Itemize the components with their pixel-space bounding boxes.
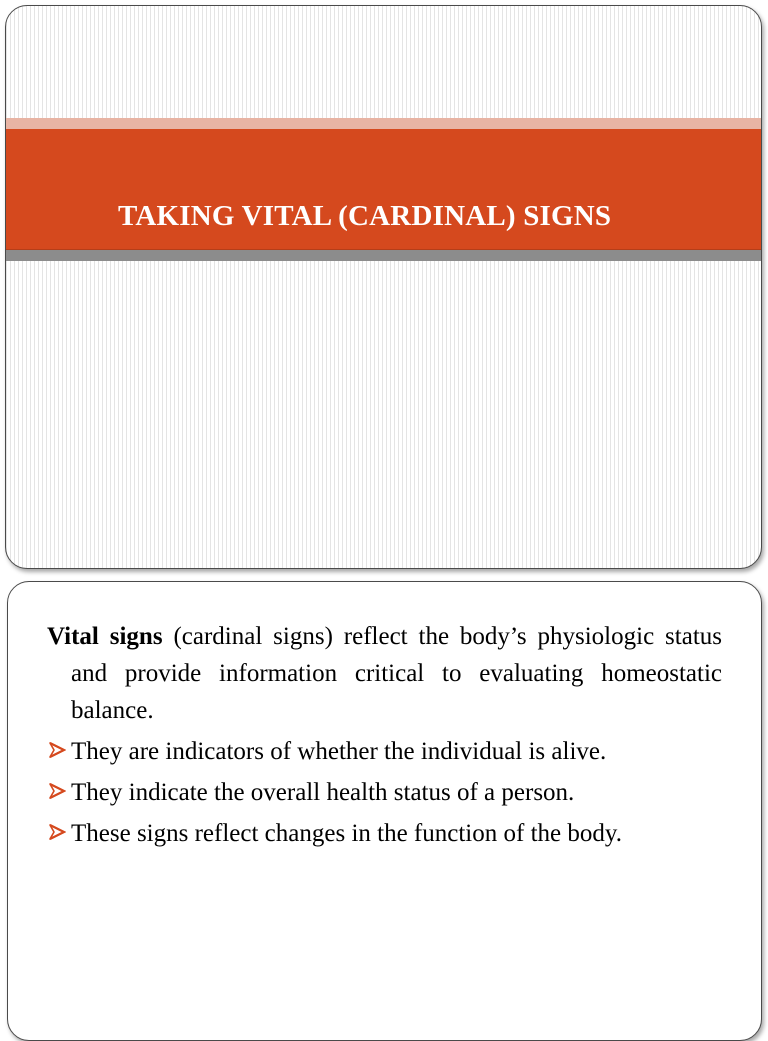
bullet-text: They indicate the overall health status of a person. xyxy=(71,779,575,806)
title-top-accent-band xyxy=(6,118,761,129)
arrow-bullet-icon xyxy=(48,823,66,841)
intro-term: Vital signs xyxy=(47,623,163,650)
slide-content xyxy=(47,618,722,856)
bullet-text: These signs reflect changes in the function of the body. xyxy=(71,820,622,847)
slide-title: TAKING VITAL (CARDINAL) SIGNS xyxy=(118,200,612,232)
arrow-bullet-icon xyxy=(48,741,66,759)
bullet-item xyxy=(47,815,722,852)
arrow-bullet-icon xyxy=(48,782,66,800)
bullet-item xyxy=(47,733,722,770)
intro-text: (cardinal signs) reflect the body’s physiologic status and provide information critical to evaluating homeostatic balance. xyxy=(71,623,722,724)
title-slide xyxy=(5,5,762,569)
bullet-item xyxy=(47,774,722,811)
bullet-text: They are indicators of whether the individual is alive. xyxy=(71,738,607,765)
title-bottom-accent-band xyxy=(6,250,761,261)
intro-paragraph xyxy=(47,618,722,729)
content-slide xyxy=(7,581,762,1041)
